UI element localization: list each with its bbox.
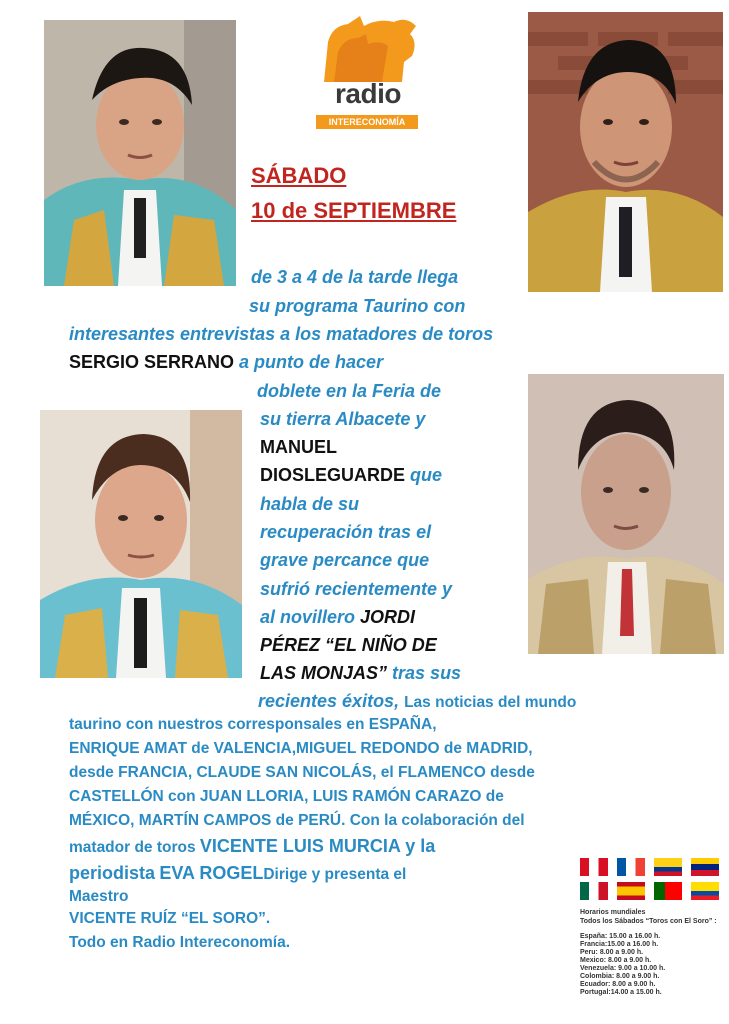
text-line-23: periodista EVA ROGELDirige y presenta el (69, 863, 407, 883)
schedule-title-1: Horarios mundiales (580, 909, 646, 916)
name-perez-el-nino: PÉREZ “EL NIÑO DE (260, 635, 437, 655)
text-line-24: Maestro (69, 888, 129, 905)
venezuela-flag-icon (691, 858, 719, 876)
schedule-row: Ecuador: 8.00 a 9.00 h. (580, 981, 656, 988)
name-vicente-luis-murcia: VICENTE LUIS MURCIA (199, 836, 401, 856)
name-diosleguarde: DIOSLEGUARDE (260, 465, 406, 485)
name-jordi: JORDI (360, 607, 416, 627)
schedule-row: Colombia: 8.00 a 9.00 h. (580, 973, 660, 980)
name-manuel: MANUEL (260, 437, 337, 457)
schedule-title-2: Todos los Sábados “Toros con El Soro” : (580, 918, 717, 925)
text-line-20: CASTELLÓN con JUAN LLORIA, LUIS RAMÓN CARAZO de (69, 788, 504, 805)
schedule-row: Mexico: 8.00 a 9.00 h. (580, 957, 652, 964)
text-line-15: LAS MONJAS” tras sus (260, 663, 462, 683)
text-line-19: desde FRANCIA, CLAUDE SAN NICOLÁS, el FLAMENCO desde (69, 764, 535, 781)
portugal-flag-icon (654, 882, 682, 900)
colombia-flag-icon (654, 858, 682, 876)
text-line-22: matador de toros VICENTE LUIS MURCIA y la (69, 836, 436, 856)
peru-flag-icon (580, 858, 608, 876)
mexico-flag-icon (580, 882, 608, 900)
photo-manuel-diosleguarde (528, 12, 723, 292)
bull-icon (314, 12, 422, 84)
logo-badge: INTERECONOMÍA (316, 115, 418, 129)
schedule-row: Portugal:14.00 a 15.00 h. (580, 989, 662, 996)
text-line-8: DIOSLEGUARDE que (260, 465, 443, 485)
schedule-row: Peru: 8.00 a 9.00 h. (580, 949, 644, 956)
text-line-5: doblete en la Feria de (257, 381, 442, 401)
radio-intereconomia-logo (314, 12, 422, 132)
logo-word: radio (335, 78, 401, 109)
text-line-25: VICENTE RUÍZ “EL SORO”. (69, 910, 271, 927)
text-line-12: sufrió recientemente y (260, 579, 453, 599)
ecuador-flag-icon (691, 882, 719, 900)
spain-flag-icon (617, 882, 645, 900)
text-line-21: MÉXICO, MARTÍN CAMPOS de PERÚ. Con la colaboración del (69, 812, 525, 829)
text-line-9: habla de su (260, 494, 360, 514)
text-line-26: Todo en Radio Intereconomía. (69, 934, 291, 951)
photo-vicente-ruiz-el-soro (528, 374, 724, 654)
schedule-row: Francia:15.00 a 16.00 h. (580, 941, 659, 948)
heading-day: SÁBADO (251, 163, 347, 188)
name-las-monjas: LAS MONJAS” (260, 663, 388, 683)
photo-sergio-serrano (44, 20, 236, 286)
text-line-1: de 3 a 4 de la tarde llega (251, 267, 459, 287)
schedule-box (576, 854, 726, 1004)
text-line-4: SERGIO SERRANO a punto de hacer (69, 352, 384, 372)
text-line-17: taurino con nuestros corresponsales en ESPAÑA, (69, 716, 437, 733)
schedule-row: España: 15.00 a 16.00 h. (580, 933, 661, 940)
text-line-2: su programa Taurino con (249, 296, 466, 316)
name-eva-rogel: EVA ROGEL (159, 863, 264, 883)
text-line-18: ENRIQUE AMAT de VALENCIA,MIGUEL REDONDO de MADRID, (69, 740, 533, 757)
schedule-row: Venezuela: 9.00 a 10.00 h. (580, 965, 666, 972)
text-line-10: recuperación tras el (260, 522, 432, 542)
photo-jordi-perez (40, 410, 242, 678)
heading-date: 10 de SEPTIEMBRE (251, 198, 457, 223)
france-flag-icon (617, 858, 645, 876)
name-sergio-serrano: SERGIO SERRANO (69, 352, 235, 372)
text-line-6: su tierra Albacete y (260, 409, 426, 429)
text-line-3: interesantes entrevistas a los matadores de toros (69, 324, 494, 344)
text-line-11: grave percance que (260, 550, 430, 570)
text-line-13: al novillero JORDI (260, 607, 416, 627)
text-line-16: recientes éxitos, Las noticias del mundo (258, 691, 577, 711)
